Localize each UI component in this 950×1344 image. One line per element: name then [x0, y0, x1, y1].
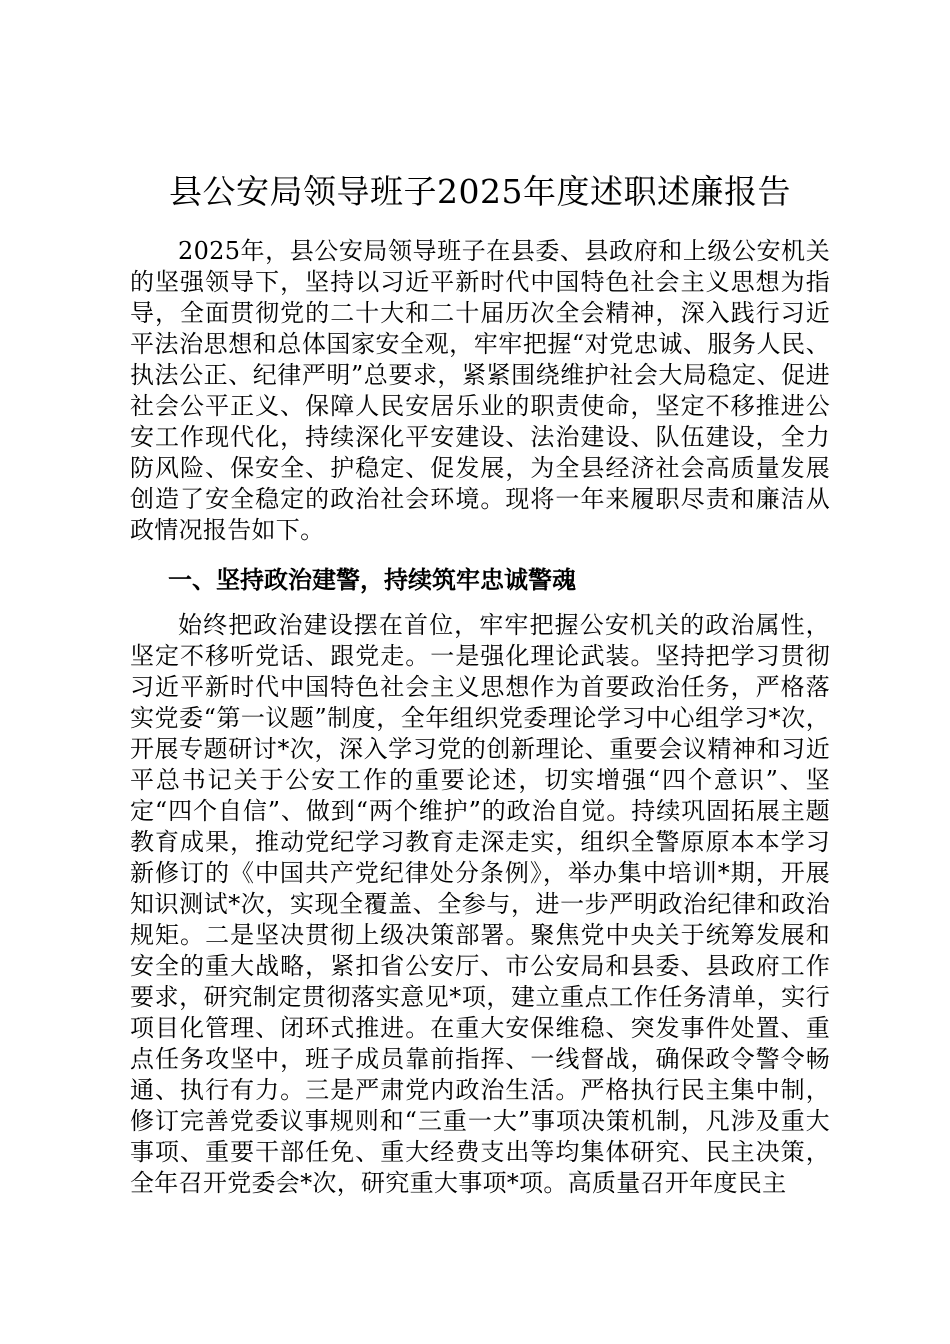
intro-paragraph: 2025年，县公安局领导班子在县委、县政府和上级公安机关的坚强领导下，坚持以习近平新时代中国特色社会主义思想为指导，全面贯彻党的二十大和二十届历次全会精神，深入践行习近平法治思想和总体国家安全观，牢牢把握“对党忠诚、服务人民、执法公正、纪律严明”总要求，紧紧围绕维护社会大局稳定、促进社会公平正义、保障人民安居乐业的职责使命，坚定不移推进公安工作现代化，持续深化平安建设、法治建设、队伍建设，全力防风险、保安全、护稳定、促发展，为全县经济社会高质量发展创造了安全稳定的政治社会环境。现将一年来履职尽责和廉洁从政情况报告如下。: [130, 237, 830, 544]
section-heading-1: 一、坚持政治建警，持续筑牢忠诚警魂: [168, 566, 576, 594]
section-body-1: 始终把政治建设摆在首位，牢牢把握公安机关的政治属性，坚定不移听党话、跟党走。一是强化理论武装。坚持把学习贯彻习近平新时代中国特色社会主义思想作为首要政治任务，严格落实党委“第一议题”制度，全年组织党委理论学习中心组学习*次，开展专题研讨*次，深入学习党的创新理论、重要会议精神和习近平总书记关于公安工作的重要论述，切实增强“四个意识”、坚定“四个自信”、做到“两个维护”的政治自觉。持续巩固拓展主题教育成果，推动党纪学习教育走深走实，组织全警原原本本学习新修订的《中国共产党纪律处分条例》，举办集中培训*期，开展知识测试*次，实现全覆盖、全参与，进一步严明政治纪律和政治规矩。二是坚决贯彻上级决策部署。聚焦党中央关于统筹发展和安全的重大战略，紧扣省公安厅、市公安局和县委、县政府工作要求，研究制定贯彻落实意见*项，建立重点工作任务清单，实行项目化管理、闭环式推进。在重大安保维稳、突发事件处置、重点任务攻坚中，班子成员靠前指挥、一线督战，确保政令警令畅通、执行有力。三是严肃党内政治生活。严格执行民主集中制，修订完善党委议事规则和“三重一大”事项决策机制，凡涉及重大事项、重要干部任免、重大经费支出等均集体研究、民主决策，全年召开党委会*次，研究重大事项*项。高质量召开年度民主: [130, 611, 830, 1197]
document-page: [130, 170, 830, 1199]
document-title: 县公安局领导班子2025年度述职述廉报告: [169, 172, 791, 211]
